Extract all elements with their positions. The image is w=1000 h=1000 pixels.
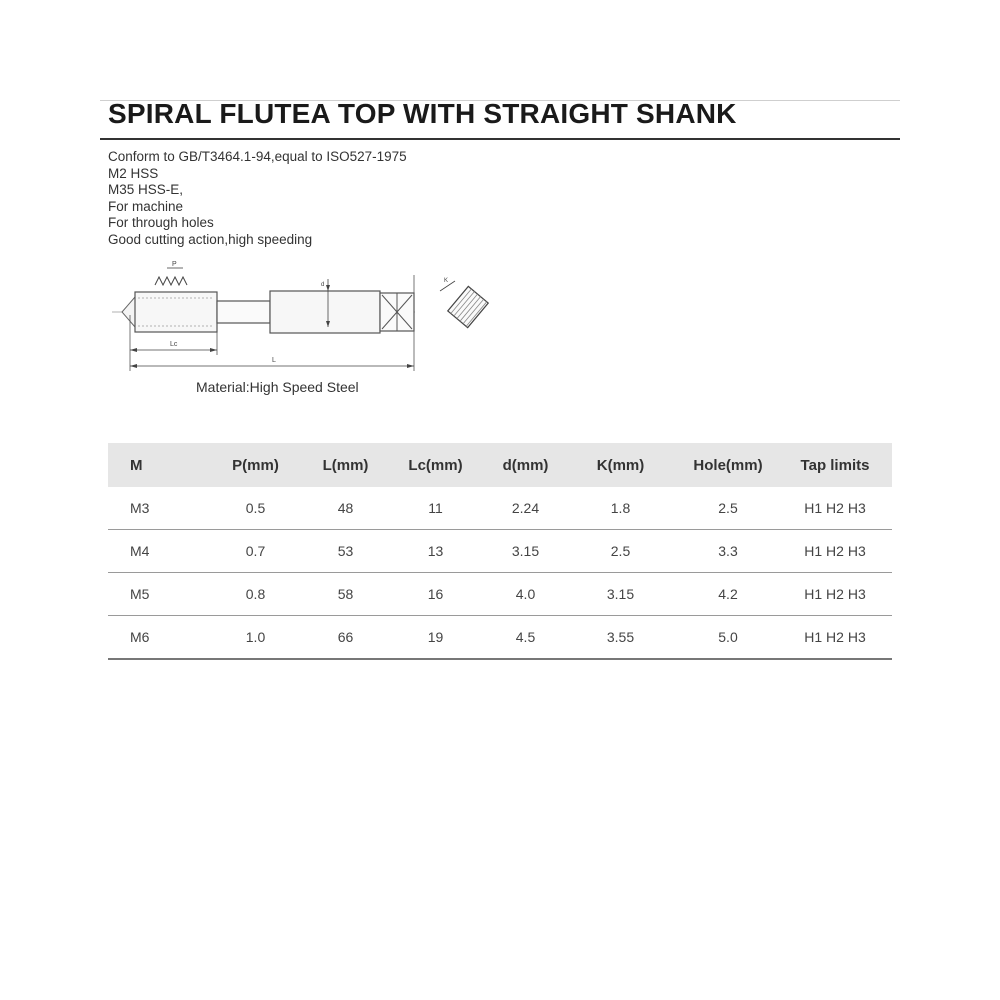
thread-profile (155, 277, 187, 285)
table-row (108, 616, 892, 660)
table-cell: H1 H2 H3 (778, 616, 892, 660)
table-cell: 5.0 (678, 616, 778, 660)
table-row (108, 487, 892, 530)
tap-neck (217, 301, 270, 323)
table-cell: 4.5 (488, 616, 563, 660)
table-cell: 3.3 (678, 530, 778, 573)
title-rule (100, 138, 900, 140)
pitch-label: P (172, 261, 177, 268)
tap-tip (122, 297, 135, 327)
spec-line: M35 HSS-E, (108, 182, 184, 197)
column-header: Lc(mm) (408, 456, 463, 474)
table-cell: H1 H2 H3 (778, 573, 892, 616)
table-cell: H1 H2 H3 (778, 487, 892, 530)
spec-line: For machine (108, 198, 184, 214)
table-row (108, 573, 892, 616)
table-cell: 53 (308, 530, 383, 573)
spec-line: Good cutting action,high speeding (108, 231, 313, 247)
d-label: d (321, 282, 325, 288)
l-label: L (272, 357, 276, 364)
table-cell: 16 (383, 573, 488, 616)
table-cell: 3.15 (563, 573, 678, 616)
table-cell: 2.5 (563, 530, 678, 573)
table-cell: 19 (383, 616, 488, 660)
spec-line: Conform to GB/T3464.1-94,equal to ISO527-1975 (108, 149, 407, 164)
column-header: Tap limits (800, 456, 870, 474)
lc-label: Lc (170, 341, 178, 348)
table-cell: 3.55 (563, 616, 678, 660)
table-cell: 0.8 (203, 573, 308, 616)
column-header: Hole(mm) (693, 456, 763, 474)
column-header: M (130, 456, 143, 474)
spec-line: For through holes (108, 215, 214, 230)
table-cell: 1.0 (203, 616, 308, 660)
table-cell: M4 (108, 530, 203, 573)
table-header-row (108, 443, 892, 487)
square-end-view (448, 286, 488, 327)
l-arrow-left (130, 364, 137, 368)
tap-drawing (100, 255, 520, 385)
table-cell: 4.0 (488, 573, 563, 616)
table-cell: 48 (308, 487, 383, 530)
k-label: K (444, 278, 449, 284)
spec-table (108, 443, 892, 660)
table-cell: 58 (308, 573, 383, 616)
d-arrow-top (326, 285, 330, 291)
table-cell: 13 (383, 530, 488, 573)
table-cell: 1.8 (563, 487, 678, 530)
table-cell: 0.7 (203, 530, 308, 573)
table-cell: 11 (383, 487, 488, 530)
spec-list (108, 149, 407, 248)
table-cell: H1 H2 H3 (778, 530, 892, 573)
tap-shank (270, 291, 380, 333)
column-header: L(mm) (322, 456, 369, 474)
page-title: SPIRAL FLUTEA TOP WITH STRAIGHT SHANK (108, 98, 737, 129)
column-header: K(mm) (596, 456, 645, 474)
table-cell: 3.15 (488, 530, 563, 573)
column-header: P(mm) (232, 456, 279, 474)
table-cell: M5 (108, 573, 203, 616)
spec-line: M2 HSS (108, 165, 159, 181)
material-caption: Material:High Speed Steel (196, 379, 359, 395)
column-header: d(mm) (502, 456, 549, 474)
table-cell: 0.5 (203, 487, 308, 530)
table-cell: 2.24 (488, 487, 563, 530)
l-arrow-right (407, 364, 414, 368)
lc-arrow-right (210, 348, 217, 352)
lc-arrow-left (130, 348, 137, 352)
table-cell: 4.2 (678, 573, 778, 616)
table-cell: M6 (108, 616, 203, 660)
table-cell: 2.5 (678, 487, 778, 530)
table-cell: M3 (108, 487, 203, 530)
table-row (108, 530, 892, 573)
table-cell: 66 (308, 616, 383, 660)
